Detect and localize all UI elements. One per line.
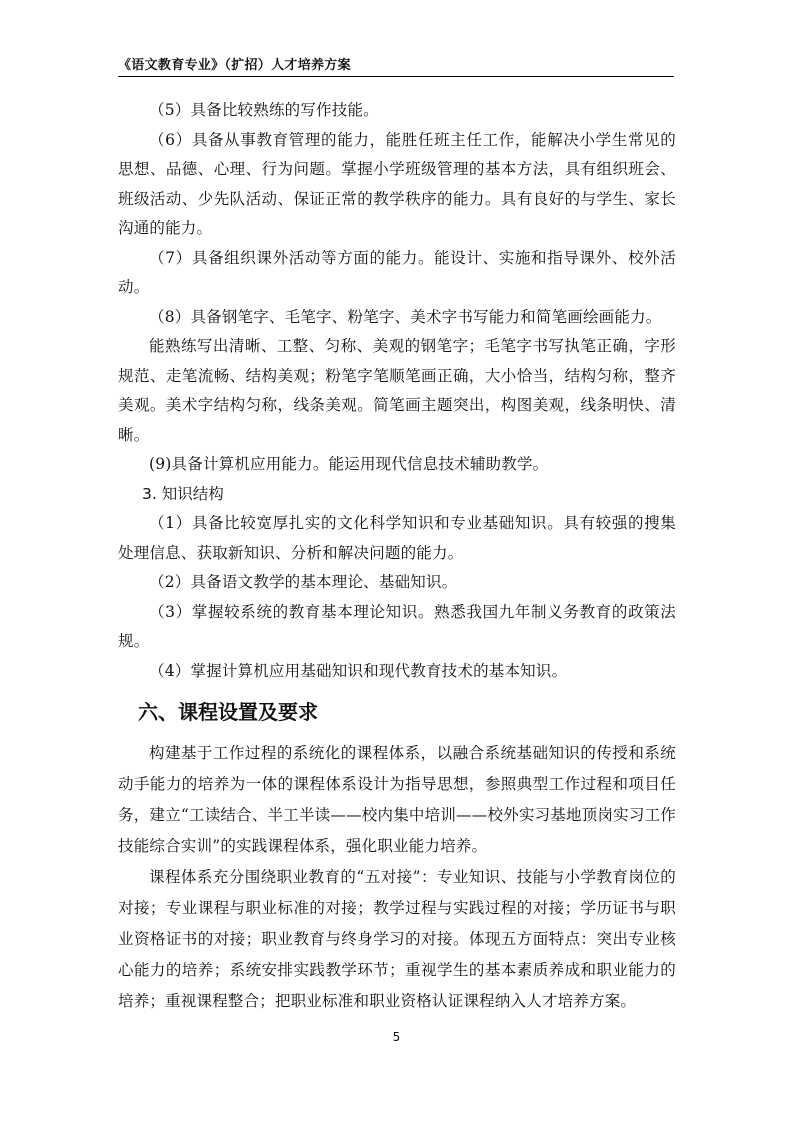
paragraph-management-ability: （6）具备从事教育管理的能力，能胜任班主任工作，能解决小学生常见的思想、品德、心理、行为问题。掌握小学班级管理的基本方法，具有组织班会、班级活动、少先队活动、保证正常的教学秩序的能力。具有良好的与学生、家长沟通的能力。 bbox=[118, 130, 676, 237]
paragraph-calligraphy-detail: 能熟练写出清晰、工整、匀称、美观的钢笔字；毛笔字书写执笔正确，字形规范、走笔流畅、结构美观；粉笔字笔顺笔画正确，大小恰当，结构匀称，整齐美观。美术字结构匀称，线条美观。简笔画主题突出，构图美观，线条明快、清晰。 bbox=[118, 337, 676, 444]
paragraph-calligraphy: （8）具备钢笔字、毛笔字、粉笔字、美术字书写能力和简笔画绘画能力。 bbox=[149, 307, 662, 326]
paragraph-curriculum-1: 构建基于工作过程的系统化的课程体系，以融合系统基础知识的传授和系统动手能力的培养为一体的课程体系设计为指导思想，参照典型工作过程和项目任务，建立“工读结合、半工半读——校内集中培训——校外实习基地顶岗实习工作技能综合实训”的实践课程体系，强化职业能力培养。 bbox=[118, 744, 676, 855]
paragraph-writing-skill: （5）具备比较熟练的写作技能。 bbox=[149, 101, 379, 119]
page-header bbox=[118, 50, 674, 77]
paragraph-curriculum-2: 课程体系充分围绕职业教育的“五对接”：专业知识、技能与小学教育岗位的对接；专业课程与职业标准的对接；教学过程与实践过程的对接；学历证书与职业资格证书的对接；职业教育与终身学习的对接。体现五方面特点：突出专业核心能力的培养；系统安排实践教学环节；重视学生的基本素质养成和职业能力的培养；重视课程整合；把职业标准和职业资格认证课程纳入人才培养方案。 bbox=[118, 868, 676, 1010]
paragraph-computer: (9)具备计算机应用能力。能运用现代信息技术辅助教学。 bbox=[149, 455, 549, 473]
subheading-knowledge-structure: 3. 知识结构 bbox=[142, 484, 224, 503]
header-title: 《语文教育专业》（扩招）人才培养方案 bbox=[118, 58, 351, 73]
paragraph-knowledge-3: （3）掌握较系统的教育基本理论知识。熟悉我国九年制义务教育的政策法规。 bbox=[118, 602, 676, 650]
section-heading-curriculum: 六、课程设置及要求 bbox=[138, 700, 318, 724]
paragraph-knowledge-2: （2）具备语文教学的基本理论、基础知识。 bbox=[149, 573, 458, 591]
paragraph-knowledge-1: （1）具备比较宽厚扎实的文化科学知识和专业基础知识。具有较强的搜集处理信息、获取新知识、分析和解决问题的能力。 bbox=[118, 514, 676, 562]
paragraph-extracurricular: （7）具备组织课外活动等方面的能力。能设计、实施和指导课外、校外活动。 bbox=[118, 248, 676, 296]
page-number: 5 bbox=[392, 1030, 401, 1044]
document-body bbox=[118, 96, 676, 1017]
paragraph-knowledge-4: （4）掌握计算机应用基础知识和现代教育技术的基本知识。 bbox=[149, 661, 568, 680]
